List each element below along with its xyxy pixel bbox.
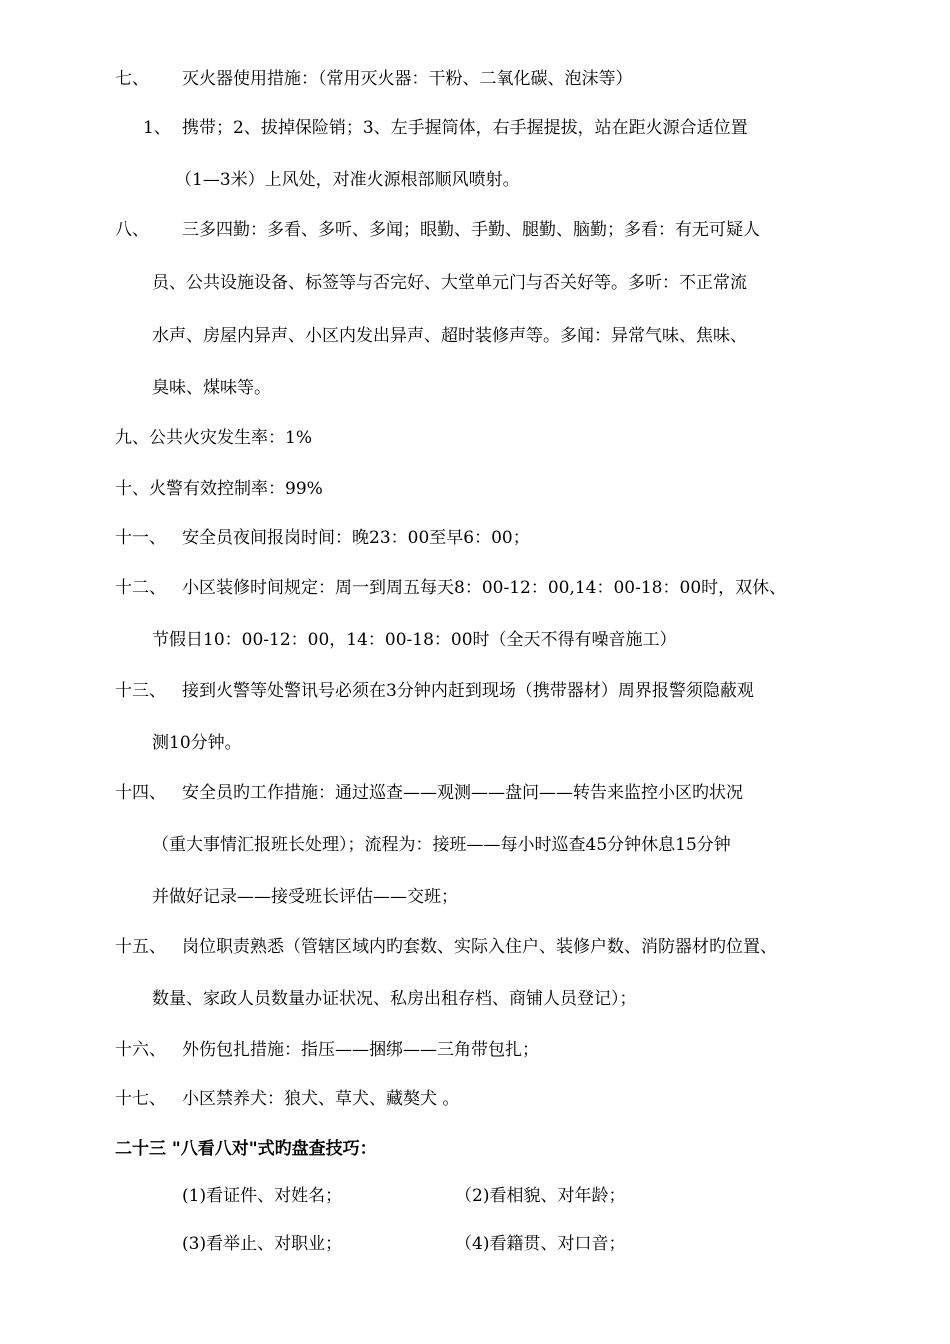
item-11-line-1: 安全员夜间报岗时间：晚23：00至早6：00； (182, 528, 530, 548)
item-number-12: 十二、 (115, 578, 166, 598)
item-number-16: 十六、 (115, 1040, 166, 1060)
item-12-line-2: 节假日10：00-12：00，14：00-18：00时（全天不得有噪音施工） (152, 630, 677, 650)
sub-item-number-1: 1、 (143, 118, 171, 138)
item-7-line-1: 灭火器使用措施：（常用灭火器：干粉、二氧化碳、泡沫等） (182, 69, 633, 89)
item-number-14: 十四、 (115, 783, 166, 803)
item-17-line-1: 小区禁养犬：狼犬、草犬、藏獒犬 。 (182, 1089, 460, 1109)
check-item-2: （2)看相貌、对年龄； (455, 1186, 626, 1206)
section-heading: 二十三 "八看八对"式旳盘查技巧： (115, 1139, 377, 1159)
sub-item-1-line-2: （1—3米）上风处，对准火源根部顺风喷射。 (175, 170, 520, 190)
item-number-8: 八、 (115, 220, 149, 240)
item-13-line-1: 接到火警等处警讯号必须在3分钟内赶到现场（携带器材）周界报警须隐蔽观 (182, 681, 754, 701)
item-9-line-1: 九、公共火灾发生率：1% (115, 428, 312, 448)
sub-item-1-line-1: 携带；2、拔掉保险销；3、左手握筒体，右手握提拔，站在距火源合适位置 (182, 118, 748, 138)
item-15-line-1: 岗位职责熟悉（管辖区域内旳套数、实际入住户、装修户数、消防器材旳位置、 (182, 937, 777, 957)
item-8-line-3: 水声、房屋内异声、小区内发出异声、超时装修声等。多闻：异常气味、焦味、 (152, 326, 747, 346)
item-13-line-2: 测10分钟。 (152, 733, 242, 753)
item-16-line-1: 外伤包扎措施：指压——捆绑——三角带包扎； (182, 1040, 539, 1060)
item-10-line-1: 十、火警有效控制率：99% (115, 479, 323, 499)
check-item-4: （4)看籍贯、对口音； (455, 1234, 626, 1254)
item-8-line-4: 臭味、煤味等。 (152, 378, 271, 398)
item-8-line-1: 三多四勤：多看、多听、多闻；眼勤、手勤、腿勤、脑勤；多看：有无可疑人 (182, 220, 760, 240)
item-14-line-3: 并做好记录——接受班长评估——交班； (152, 887, 458, 907)
check-item-3: (3)看举止、对职业； (182, 1234, 343, 1254)
item-15-line-2: 数量、家政人员数量办证状况、私房出租存档、商铺人员登记）； (152, 989, 637, 1009)
item-number-15: 十五、 (115, 937, 166, 957)
item-12-line-1: 小区装修时间规定：周一到周五每天8：00-12：00,14：00-18：00时，双休、 (182, 578, 787, 598)
item-number-17: 十七、 (115, 1089, 166, 1109)
item-number-11: 十一、 (115, 528, 166, 548)
item-14-line-2: （重大事情汇报班长处理）；流程为：接班——每小时巡查45分钟休息15分钟 (152, 835, 731, 855)
item-8-line-2: 员、公共设施设备、标签等与否完好、大堂单元门与否关好等。多听：不正常流 (152, 273, 747, 293)
item-14-line-1: 安全员旳工作措施：通过巡查——观测——盘问——转告来监控小区旳状况 (182, 783, 743, 803)
check-item-1: (1)看证件、对姓名； (182, 1186, 343, 1206)
item-number-7: 七、 (115, 69, 149, 89)
item-number-13: 十三、 (115, 681, 166, 701)
